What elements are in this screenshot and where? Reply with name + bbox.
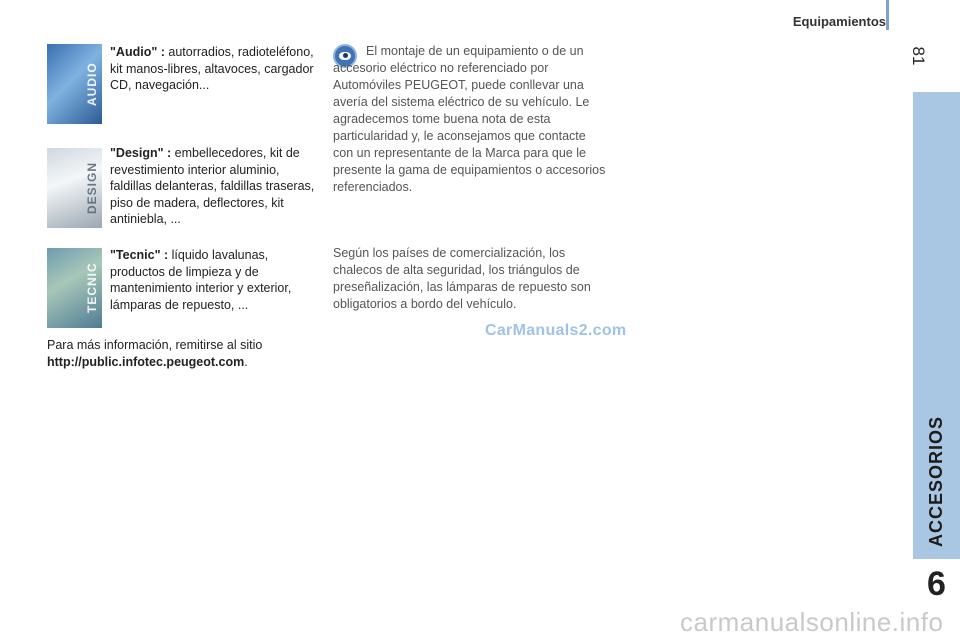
audio-thumbnail (47, 44, 102, 124)
chapter-number: 6 (927, 564, 946, 603)
watermark-carmanualsonline: carmanualsonline.info (680, 607, 944, 637)
watermark-carmanuals2: CarManuals2.com (485, 322, 627, 339)
design-thumbnail-label: DESIGN (85, 162, 99, 215)
audio-entry-text: autorradios, radioteléfono, kit manos-libres, altavoces, cargador CD, navegación... (110, 45, 314, 92)
tecnic-entry (110, 247, 320, 313)
more-info-text: Para más información, remitirse al sitio (47, 338, 263, 352)
section-name (913, 92, 960, 559)
mandatory-equipment-note: Según los países de comercialización, los chalecos de alta seguridad, los triángulos de preseñalización, las lámparas de repuesto son obligatorios a bordo del vehículo. (333, 246, 591, 311)
more-info-end: . (244, 354, 248, 369)
tecnic-thumbnail-label: TECNIC (85, 262, 99, 314)
section-name-label: ACCESORIOS (926, 415, 946, 547)
design-entry-text: embellecedores, kit de revestimiento interior aluminio, faldillas delanteras, faldillas traseras, piso de madera, deflectores, kit antiniebla, ... (110, 146, 315, 226)
audio-thumbnail-label: AUDIO (85, 62, 99, 106)
more-info-note (47, 337, 317, 370)
electrical-warning-note: El montaje de un equipamiento o de un accesorio eléctrico no referenciado por Automóviles PEUGEOT, puede conllevar una avería del sistema eléctrico de su vehículo. Le agradecemos tome buena nota de esta particularidad y, le aconsejamos que contacte con un representante de la Marca para que le presente la gama de equipamientos o accesorios referenciados. (333, 44, 606, 194)
audio-entry (110, 44, 320, 94)
header-title: Equipamientos (792, 14, 886, 29)
design-entry-name: "Design" : (110, 146, 172, 160)
design-entry (110, 145, 320, 228)
tecnic-entry-text: líquido lavalunas, productos de limpieza y de mantenimiento interior y exterior, lámparas de repuesto, ... (110, 248, 292, 312)
audio-entry-name: "Audio" : (110, 45, 165, 59)
header-rule (886, 0, 889, 30)
more-info-link[interactable]: http://public.infotec.peugeot.com (47, 354, 245, 369)
tecnic-entry-name: "Tecnic" : (110, 248, 169, 262)
page-number: 81 (909, 46, 928, 66)
tecnic-thumbnail (47, 248, 102, 328)
design-thumbnail (47, 148, 102, 228)
